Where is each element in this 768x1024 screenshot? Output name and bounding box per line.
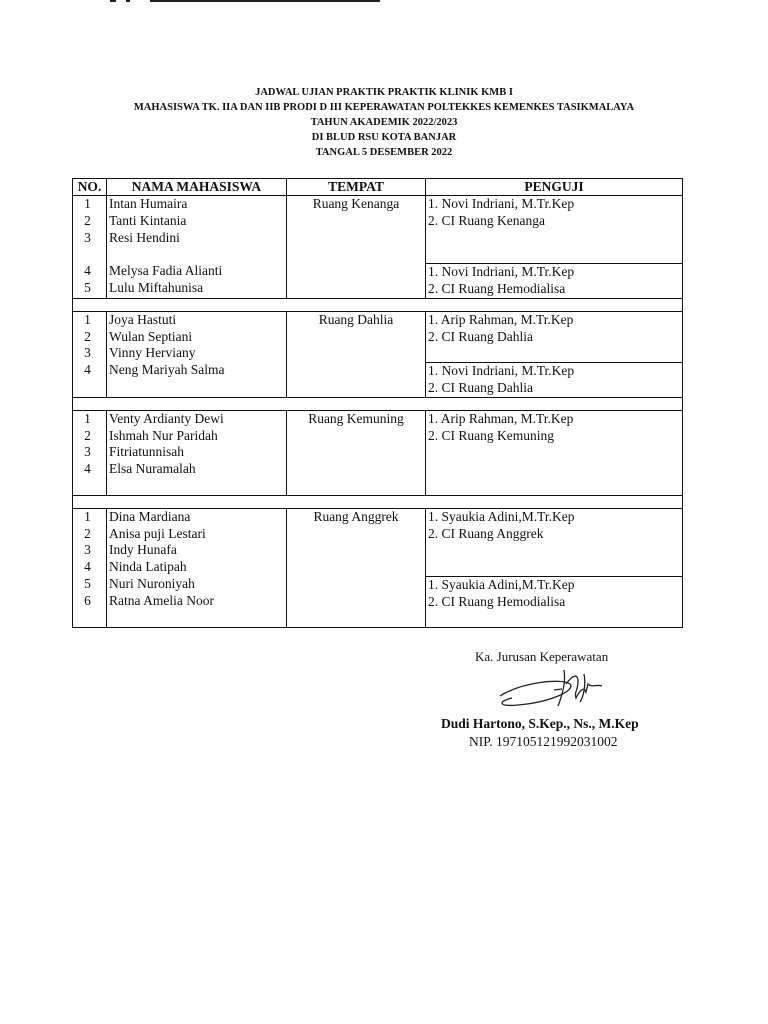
- examiner-cell: [426, 410, 683, 495]
- title-line-5: TANGAL 5 DESEMBER 2022: [315, 147, 453, 158]
- student-name: Wulan Septiani: [109, 328, 193, 344]
- document-title-block: [0, 85, 768, 160]
- student-name-cell: [107, 508, 287, 628]
- student-name-cell: [107, 311, 287, 397]
- examiner-block: [426, 411, 682, 495]
- table-row: [73, 311, 683, 397]
- examiner-line: [426, 246, 682, 263]
- exam-location: Ruang Kemuning: [287, 410, 426, 495]
- student-name: Intan Humaira: [109, 196, 188, 211]
- examiner-line: 1. Arip Rahman, M.Tr.Kep: [428, 311, 574, 327]
- row-number: 6: [84, 592, 91, 608]
- row-number: 1: [84, 196, 91, 211]
- student-name: [107, 246, 286, 263]
- row-number: 5: [84, 279, 91, 295]
- examiner-line: 2. CI Ruang Kemuning: [428, 427, 554, 443]
- row-number: 4: [84, 461, 91, 477]
- examiner-block: [426, 312, 682, 363]
- examiner-line: 2. CI Ruang Anggrek: [428, 525, 544, 541]
- row-number-cell: [73, 410, 107, 495]
- row-number: 4: [84, 263, 91, 279]
- examiner-cell: [426, 508, 683, 628]
- title-line-3: TAHUN AKADEMIK 2022/2023: [310, 117, 458, 128]
- row-number: [73, 379, 106, 396]
- exam-location: Ruang Kenanga: [287, 196, 426, 299]
- signer-name: Dudi Hartono, S.Kep., Ns., M.Kep: [441, 716, 639, 731]
- exam-location: Ruang Dahlia: [287, 311, 426, 397]
- examiner-cell: [426, 311, 683, 397]
- separator-cell: [73, 298, 683, 311]
- schedule-body: [73, 196, 683, 628]
- examiner-line: 2. CI Ruang Dahlia: [428, 379, 533, 395]
- row-number: 4: [84, 362, 91, 378]
- student-name: Venty Ardianty Dewi: [109, 410, 224, 426]
- exam-schedule-table: [72, 178, 683, 628]
- examiner-cell: [426, 196, 683, 299]
- examiner-line: [426, 230, 682, 247]
- title-line-4: DI BLUD RSU KOTA BANJAR: [311, 132, 457, 143]
- student-name: Ratna Amelia Noor: [109, 592, 214, 608]
- examiner-line: 1. Syaukia Adini,M.Tr.Kep: [428, 576, 575, 592]
- signature-title: Ka. Jurusan Keperawatan: [475, 649, 609, 664]
- row-number: [73, 246, 106, 263]
- title-line-1: JADWAL UJIAN PRAKTIK PRAKTIK KLINIK KMB I: [255, 87, 513, 98]
- row-number: 3: [84, 444, 91, 460]
- student-name: Elsa Nuramalah: [109, 461, 196, 477]
- table-header-row: [73, 179, 683, 196]
- student-name: Ninda Latipah: [109, 559, 187, 575]
- examiner-line: [426, 444, 682, 461]
- examiner-line: 1. Novi Indriani, M.Tr.Kep: [428, 196, 575, 211]
- student-name: Ishmah Nur Paridah: [109, 427, 218, 443]
- examiner-line: 2. CI Ruang Hemodialisa: [428, 280, 566, 296]
- student-name: [107, 610, 286, 627]
- row-number: [73, 610, 106, 627]
- student-name: Anisa puji Lestari: [109, 525, 206, 541]
- student-name: Indy Hunafa: [109, 542, 177, 558]
- student-name: [107, 478, 286, 495]
- student-name-cell: [107, 410, 287, 495]
- examiner-line: 1. Novi Indriani, M.Tr.Kep: [428, 363, 575, 379]
- examiner-line: 2. CI Ruang Dahlia: [428, 328, 533, 344]
- row-number: 4: [84, 559, 91, 575]
- student-name: Nuri Nuroniyah: [109, 575, 195, 591]
- examiner-line: [426, 559, 682, 576]
- student-name: Fitriatunnisah: [109, 444, 184, 460]
- separator-cell: [73, 495, 683, 508]
- row-number: 3: [84, 229, 91, 245]
- examiner-line: [426, 542, 682, 559]
- examiner-block: [426, 577, 682, 627]
- row-number: 1: [84, 410, 91, 426]
- student-name: Neng Mariyah Salma: [109, 362, 225, 378]
- column-header-name: NAMA MAHASISWA: [107, 179, 287, 196]
- examiner-line: 1. Syaukia Adini,M.Tr.Kep: [428, 508, 575, 524]
- row-number-cell: [73, 508, 107, 628]
- row-number: 3: [84, 345, 91, 361]
- examiner-block: [426, 509, 682, 577]
- exam-location: Ruang Anggrek: [287, 508, 426, 628]
- top-scan-mark: [110, 0, 390, 2]
- student-name-cell: [107, 196, 287, 299]
- examiner-line: [426, 478, 682, 495]
- handwritten-signature: [492, 662, 622, 714]
- examiner-line: 1. Novi Indriani, M.Tr.Kep: [428, 264, 575, 280]
- row-number: 2: [84, 212, 91, 228]
- separator-cell: [73, 397, 683, 410]
- examiner-line: 1. Arip Rahman, M.Tr.Kep: [428, 410, 574, 426]
- group-separator: [73, 397, 683, 410]
- examiner-line: [426, 461, 682, 478]
- student-name: Lulu Miftahunisa: [109, 279, 204, 295]
- group-separator: [73, 495, 683, 508]
- student-name: Joya Hastuti: [109, 311, 177, 327]
- column-header-examiner: PENGUJI: [426, 179, 683, 196]
- row-number: 2: [84, 328, 91, 344]
- row-number: 1: [84, 311, 91, 327]
- examiner-block: [426, 363, 682, 397]
- student-name: Tanti Kintania: [109, 212, 187, 228]
- row-number: 1: [84, 508, 91, 524]
- column-header-place: TEMPAT: [287, 179, 426, 196]
- row-number-cell: [73, 311, 107, 397]
- group-separator: [73, 298, 683, 311]
- table-row: [73, 410, 683, 495]
- examiner-line: 2. CI Ruang Kenanga: [428, 212, 545, 228]
- row-number: 3: [84, 542, 91, 558]
- signer-nip: NIP. 197105121992031002: [469, 734, 618, 749]
- table-row: [73, 508, 683, 628]
- table-row: [73, 196, 683, 299]
- student-name: Vinny Herviany: [109, 345, 196, 361]
- student-name: Resi Hendini: [109, 229, 180, 245]
- student-name: [107, 379, 286, 396]
- column-header-no: NO.: [73, 179, 107, 196]
- row-number-cell: [73, 196, 107, 299]
- examiner-line: [426, 345, 682, 362]
- student-name: Dina Mardiana: [109, 508, 191, 524]
- title-line-2: MAHASISWA TK. IIA DAN IIB PRODI D III KEPERAWATAN POLTEKKES KEMENKES TASIKMALAYA: [133, 102, 635, 113]
- examiner-block: [426, 264, 682, 298]
- examiner-block: [426, 196, 682, 264]
- student-name: Melysa Fadia Alianti: [109, 263, 223, 279]
- examiner-line: 2. CI Ruang Hemodialisa: [428, 593, 566, 609]
- row-number: 5: [84, 575, 91, 591]
- row-number: 2: [84, 525, 91, 541]
- row-number: 2: [84, 427, 91, 443]
- row-number: [73, 478, 106, 495]
- examiner-line: [426, 611, 682, 628]
